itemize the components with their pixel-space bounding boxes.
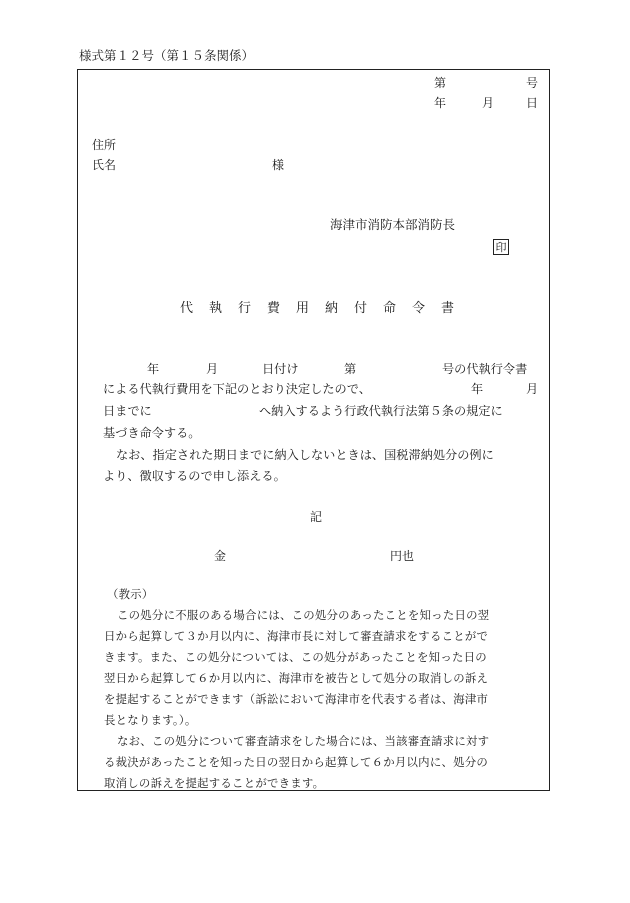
body-line4: 基づき命令する。 bbox=[103, 426, 201, 440]
instruction-line: この処分に不服のある場合には、この処分のあったことを知った日の翌 bbox=[117, 608, 490, 622]
body-line2-text: による代執行費用を下記のとおり決定したので、 bbox=[103, 382, 371, 396]
instruction-line: を提起することができます（訴訟において海津市を代表する者は、海津市 bbox=[104, 692, 489, 706]
number-go-label: 号 bbox=[526, 76, 539, 90]
address-label: 住所 bbox=[92, 138, 117, 152]
document-title: 代執行費用納付命令書 bbox=[180, 301, 471, 316]
body-line6: より、徴収するので申し添える。 bbox=[103, 469, 286, 483]
body-line1-dated: 日付け bbox=[262, 362, 299, 376]
amount-kin-label: 金 bbox=[214, 549, 227, 563]
name-label: 氏名 bbox=[92, 158, 117, 172]
body-line1-rest: 号の代執行令書 bbox=[442, 362, 528, 376]
instruction-line: 長となります。）。 bbox=[104, 713, 197, 727]
instruction-line: る裁決があったことを知った日の翌日から起算して６か月以内に、処分の bbox=[104, 755, 489, 769]
instruction-line: きます。また、この処分については、この処分があったことを知った日の bbox=[104, 650, 487, 664]
instruction-line: 取消しの訴えを提起することができます。 bbox=[104, 776, 325, 790]
sender-title: 海津市消防本部消防長 bbox=[330, 217, 456, 232]
body-line3-start: 日までに bbox=[103, 404, 152, 418]
instruction-line: 日から起算して３か月以内に、海津市長に対して審査請求をすることがで bbox=[104, 629, 489, 643]
body-line2-year: 年 bbox=[471, 382, 484, 396]
instruction-line: なお、この処分について審査請求をした場合には、当該審査請求に対す bbox=[117, 734, 490, 748]
form-number: 様式第１２号（第１５条関係） bbox=[79, 48, 255, 63]
date-month-label: 月 bbox=[482, 96, 495, 110]
seal-mark: 印 bbox=[493, 239, 509, 255]
body-line1-month: 月 bbox=[206, 362, 219, 376]
body-line2-month: 月 bbox=[526, 382, 539, 396]
date-day-label: 日 bbox=[526, 96, 539, 110]
instruction-heading: （教示） bbox=[107, 587, 154, 601]
number-dai-label: 第 bbox=[434, 76, 447, 90]
honorific-sama: 様 bbox=[272, 158, 285, 172]
date-year-label: 年 bbox=[434, 96, 447, 110]
body-line1-dai: 第 bbox=[344, 362, 357, 376]
body-line3-rest: へ納入するよう行政代執行法第５条の規定に bbox=[259, 404, 503, 418]
ki-label: 記 bbox=[310, 510, 323, 524]
body-line5: なお、指定された期日までに納入しないときは、国税滞納処分の例に bbox=[116, 448, 494, 462]
body-line1-year: 年 bbox=[147, 362, 160, 376]
instruction-line: 翌日から起算して６か月以内に、海津市を被告として処分の取消しの訴え bbox=[104, 671, 489, 685]
amount-en-ya-label: 円也 bbox=[390, 549, 415, 563]
